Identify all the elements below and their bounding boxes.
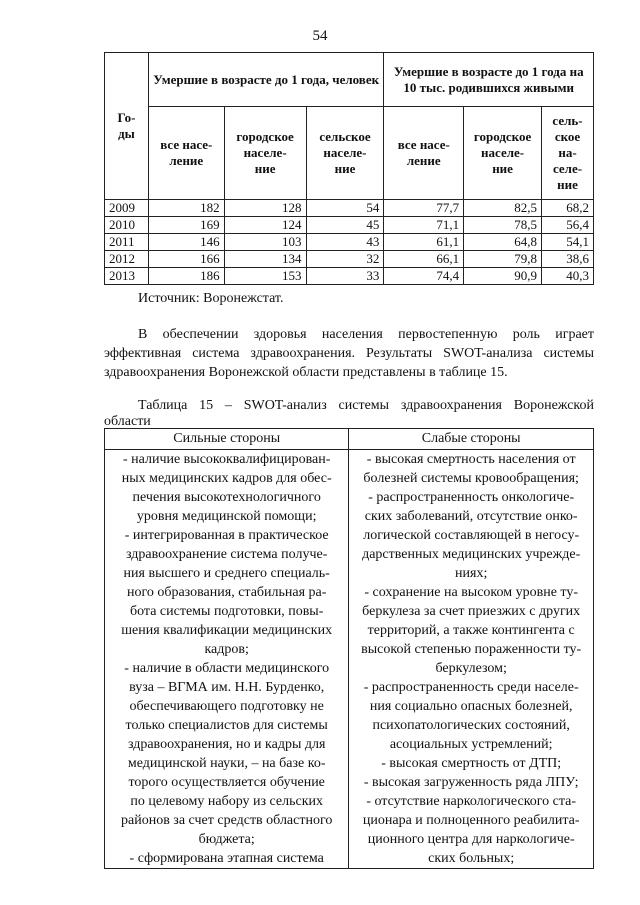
swot-line: - высокая смертность от ДТП;	[381, 756, 562, 771]
value-cell: 40,3	[542, 268, 594, 285]
swot-line: районов за счет средств областного	[121, 813, 333, 828]
swot-line: ния социально опасных болезней,	[369, 699, 573, 714]
value-cell: 33	[306, 268, 384, 285]
swot-line: ниях;	[455, 566, 488, 581]
swot-line: по целевому набору из сельских	[130, 794, 324, 809]
strengths-cell	[105, 450, 349, 869]
swot-line: ния высшего и среднего специаль-	[123, 566, 330, 581]
header-weaknesses: Слабые стороны	[349, 429, 594, 450]
value-cell: 186	[148, 268, 224, 285]
swot-line: - распространенность онкологиче-	[368, 490, 575, 505]
value-cell: 54	[306, 200, 384, 217]
swot-line: асоциальных устремлений;	[389, 737, 553, 752]
year-cell: 2012	[105, 251, 149, 268]
value-cell: 77,7	[384, 200, 464, 217]
body-paragraph: В обеспечении здоровья населения первостепенную роль играет эффективная система здравоохранения. Результаты SWOT-анализа системы здравоохранения Воронежской области представлены в таблице 15.	[104, 327, 594, 380]
value-cell: 61,1	[384, 234, 464, 251]
swot-line: - наличие высококвалифицирован-	[122, 452, 331, 467]
swot-line: ских заболеваний, отсутствие онко-	[364, 509, 578, 524]
value-cell: 153	[224, 268, 306, 285]
value-cell: 134	[224, 251, 306, 268]
swot-line: медицинской науки, – на базе ко-	[127, 756, 326, 771]
value-cell: 66,1	[384, 251, 464, 268]
swot-line: психопатологических состояний,	[372, 718, 570, 733]
value-cell: 90,9	[464, 268, 542, 285]
year-cell: 2009	[105, 200, 149, 217]
value-cell: 56,4	[542, 217, 594, 234]
sub-header: все насе- ление	[148, 107, 224, 200]
swot-line: печения высокотехнологичного	[132, 490, 321, 505]
header-strengths: Сильные стороны	[105, 429, 349, 450]
swot-line: здравоохранение система получе-	[126, 547, 328, 562]
swot-line: бота системы подготовки, повы-	[129, 604, 324, 619]
swot-line: болезней системы кровообращения;	[363, 471, 579, 486]
swot-line: вуза – ВГМА им. Н.Н. Бурденко,	[129, 680, 325, 695]
swot-line: бюджета;	[198, 832, 255, 847]
value-cell: 166	[148, 251, 224, 268]
swot-line: только специалистов для системы	[125, 718, 328, 733]
swot-line: дарственных медицинских учрежде-	[362, 547, 581, 562]
swot-line: уровня медицинской помощи;	[136, 509, 317, 524]
value-cell: 71,1	[384, 217, 464, 234]
swot-line: кадров;	[204, 642, 249, 657]
swot-line: высокой степенью пораженности ту-	[361, 642, 582, 657]
table-row	[105, 234, 594, 251]
value-cell: 146	[148, 234, 224, 251]
value-cell: 79,8	[464, 251, 542, 268]
swot-line: шения квалификации медицинских	[121, 623, 333, 638]
swot-line: - сохранение на высоком уровне ту-	[364, 585, 579, 600]
swot-line: ских больных;	[428, 851, 515, 866]
table-row	[105, 251, 594, 268]
sub-header: городское населе- ние	[464, 107, 542, 200]
table-caption: Таблица 15 – SWOT-анализ системы здравоохранения Воронежской области	[104, 398, 594, 429]
infant-mortality-table	[104, 52, 594, 285]
table-row	[105, 217, 594, 234]
source-note: Источник: Воронежстат.	[138, 291, 284, 306]
value-cell: 32	[306, 251, 384, 268]
value-cell: 128	[224, 200, 306, 217]
swot-line: ных медицинских кадров для обес-	[121, 471, 332, 486]
header-deaths-per-10k: Умершие в возрасте до 1 года на 10 тыс. родившихся живыми	[384, 53, 594, 107]
swot-line: - сформирована этапная система	[129, 851, 324, 866]
swot-line: ного образования, стабильная ра-	[126, 585, 327, 600]
swot-line: - наличие в области медицинского	[124, 661, 330, 676]
value-cell: 68,2	[542, 200, 594, 217]
swot-line: ционара и полноценного реабилита-	[362, 813, 580, 828]
sub-header: сельское населе- ние	[306, 107, 384, 200]
sub-header: городское населе- ние	[224, 107, 306, 200]
value-cell: 43	[306, 234, 384, 251]
swot-line: обеспечивающего подготовку не	[129, 699, 324, 714]
header-deaths-persons: Умершие в возрасте до 1 года, человек	[148, 53, 383, 107]
swot-line: логической составляющей в негосу-	[363, 528, 580, 543]
value-cell: 78,5	[464, 217, 542, 234]
swot-line: здравоохранения, но и кадры для	[127, 737, 326, 752]
swot-line: - интегрированная в практическое	[124, 528, 329, 543]
value-cell: 38,6	[542, 251, 594, 268]
swot-line: беркулезом;	[435, 661, 507, 676]
value-cell: 124	[224, 217, 306, 234]
header-years: Го- ды	[105, 53, 149, 200]
page-number: 54	[312, 28, 328, 44]
year-cell: 2010	[105, 217, 149, 234]
swot-line: - отсутствие наркологического ста-	[366, 794, 577, 809]
value-cell: 103	[224, 234, 306, 251]
value-cell: 169	[148, 217, 224, 234]
sub-header: все насе- ление	[384, 107, 464, 200]
value-cell: 74,4	[384, 268, 464, 285]
table-row	[105, 268, 594, 285]
swot-line: беркулеза за счет приезжих с других	[362, 604, 581, 619]
swot-line: - распространенность среди населе-	[363, 680, 579, 695]
year-cell: 2013	[105, 268, 149, 285]
table-row	[105, 200, 594, 217]
swot-line: торого осуществляется обучение	[128, 775, 325, 790]
value-cell: 82,5	[464, 200, 542, 217]
swot-line: территорий, а также контингента с	[367, 623, 575, 638]
swot-line: - высокая загруженность ряда ЛПУ;	[363, 775, 579, 790]
year-cell: 2011	[105, 234, 149, 251]
sub-header: сель- ское на- селе- ние	[542, 107, 594, 200]
value-cell: 54,1	[542, 234, 594, 251]
swot-line: - высокая смертность населения от	[366, 452, 576, 467]
value-cell: 64,8	[464, 234, 542, 251]
swot-table	[104, 428, 594, 869]
value-cell: 45	[306, 217, 384, 234]
weaknesses-cell	[349, 450, 594, 869]
swot-line: ционного центра для наркологиче-	[367, 832, 575, 847]
value-cell: 182	[148, 200, 224, 217]
